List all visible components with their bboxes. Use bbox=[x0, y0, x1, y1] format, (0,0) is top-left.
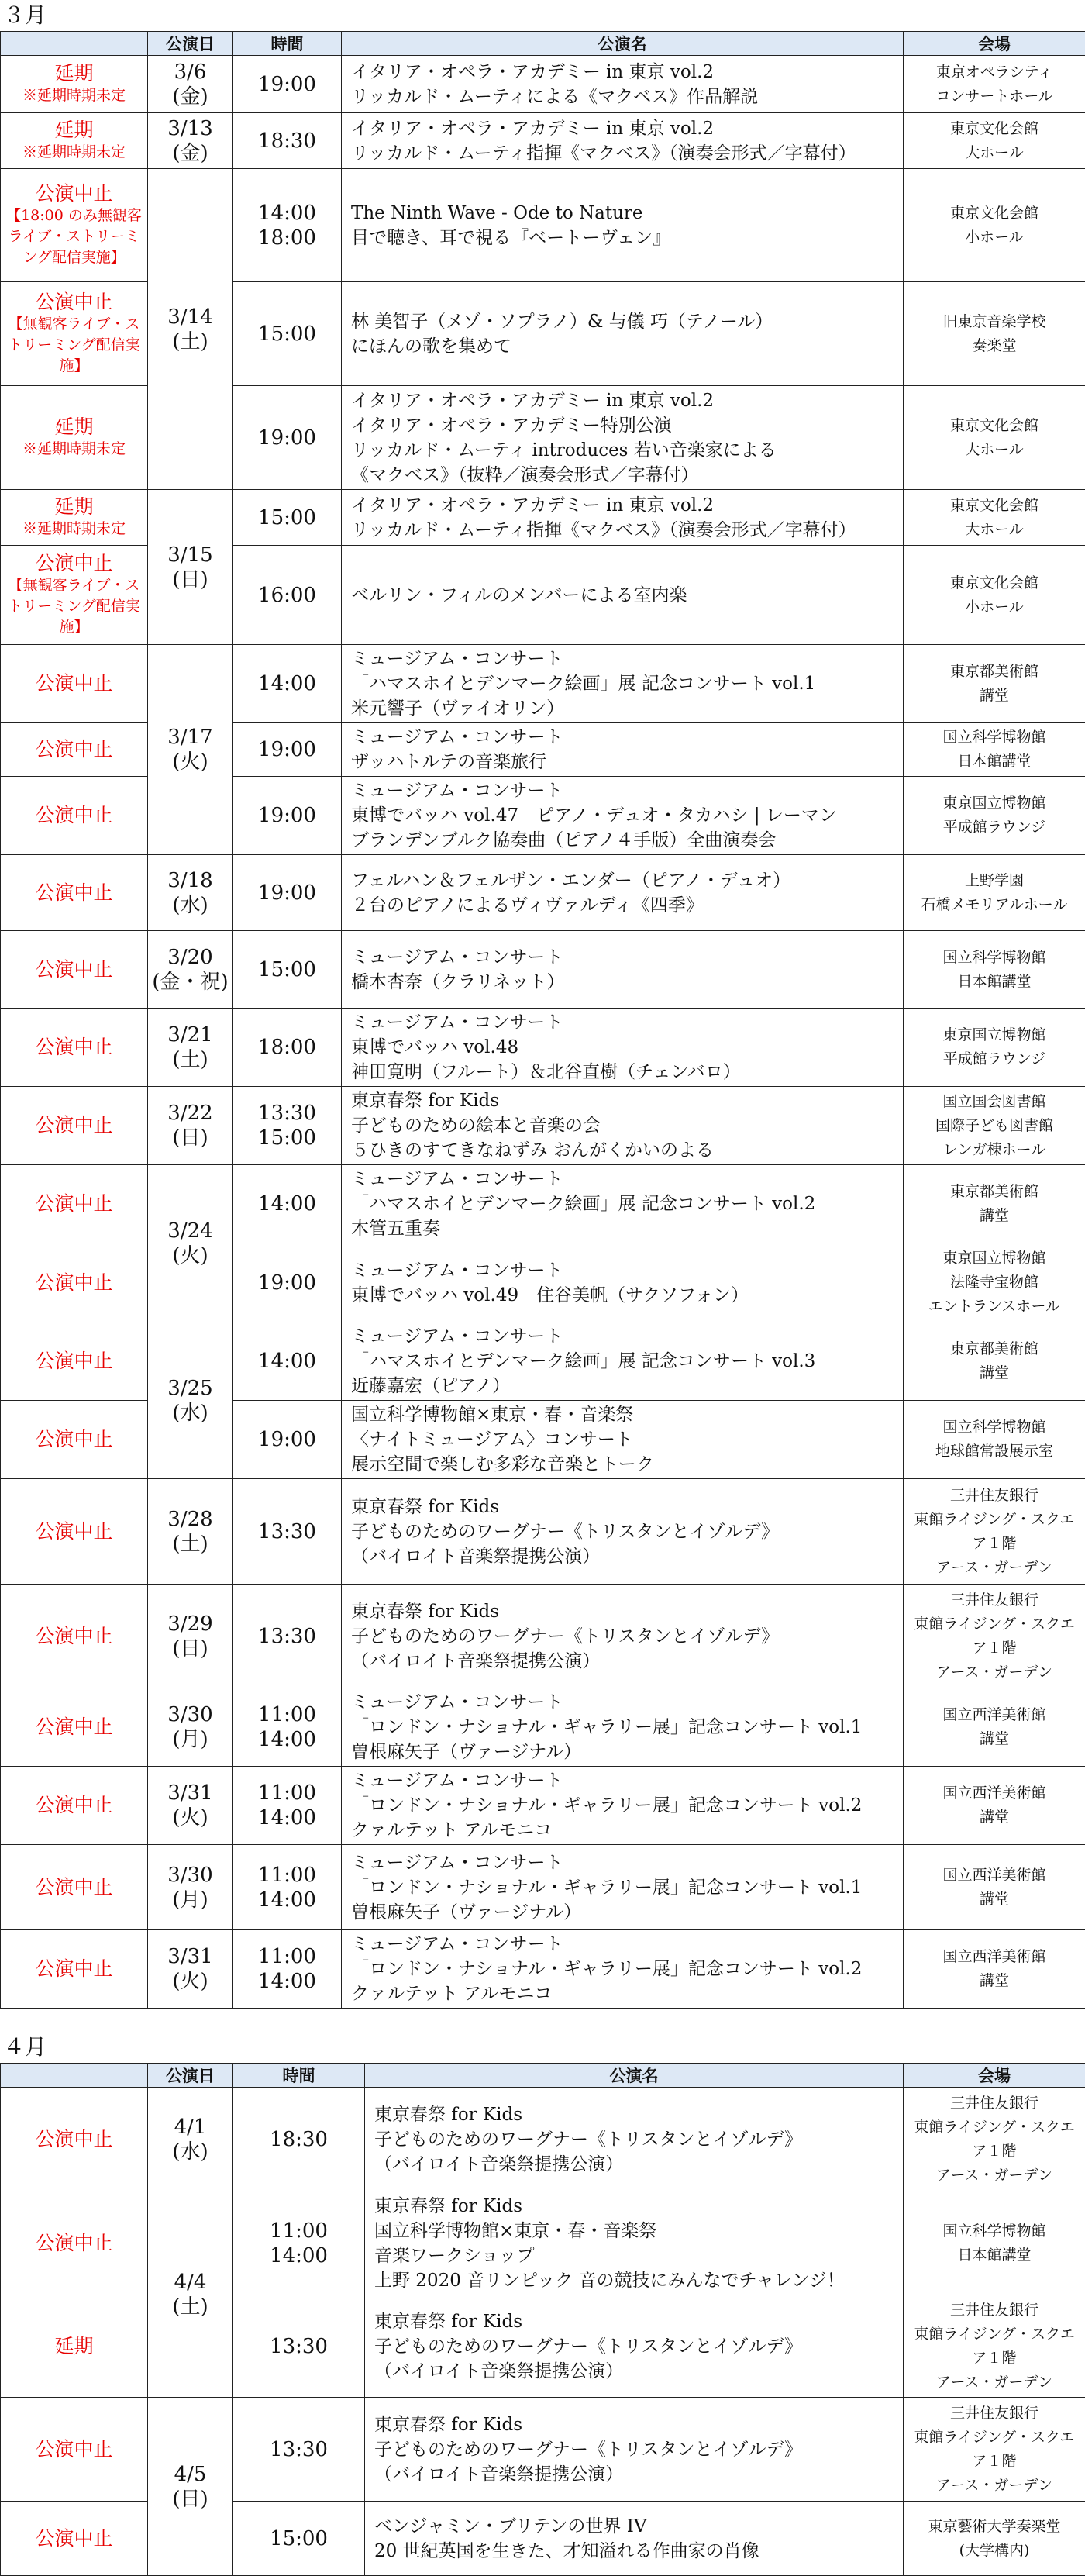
schedule-row bbox=[1, 2088, 1085, 2191]
status-label: 公演中止 bbox=[35, 1876, 112, 1898]
schedule-row bbox=[1, 1930, 1085, 2009]
time-cell: 11:00 14:00 bbox=[233, 1930, 342, 2009]
time-cell: 13:30 bbox=[233, 1585, 342, 1688]
status-cell bbox=[1, 2502, 148, 2576]
venue-cell: 東京文化会館 大ホール bbox=[904, 113, 1085, 169]
time-cell: 19:00 bbox=[233, 1401, 342, 1479]
venue-cell: 国立西洋美術館 講堂 bbox=[904, 1930, 1085, 2009]
status-label: 公演中止 bbox=[35, 1428, 112, 1450]
status-label: 公演中止 bbox=[35, 1716, 112, 1738]
title-cell: ミュージアム・コンサート 橋本杏奈（クラリネット） bbox=[342, 931, 904, 1009]
status-cell bbox=[1, 1930, 148, 2009]
title-cell: イタリア・オペラ・アカデミー in 東京 vol.2 リッカルド・ムーティ指揮《マクベス》（演奏会形式／字幕付） bbox=[342, 113, 904, 169]
status-cell bbox=[1, 1688, 148, 1767]
status-note: 【無観客ライブ・ストリーミング配信実施】 bbox=[4, 314, 144, 377]
status-cell bbox=[1, 2191, 148, 2295]
status-cell bbox=[1, 2088, 148, 2191]
status-label: 公演中止 bbox=[35, 2527, 112, 2550]
time-cell: 13:30 15:00 bbox=[233, 1087, 342, 1165]
status-label: 公演中止 bbox=[35, 804, 112, 826]
status-cell bbox=[1, 169, 148, 282]
schedule-row bbox=[1, 1767, 1085, 1845]
time-cell: 14:00 bbox=[233, 1322, 342, 1401]
venue-cell: 三井住友銀行 東館ライジング・スクエア１階 アース・ガーデン bbox=[904, 2088, 1085, 2191]
title-cell: ベンジャミン・ブリテンの世界 IV 20 世紀英国を生きた、才知溢れる作曲家の肖像 bbox=[365, 2502, 904, 2576]
status-cell bbox=[1, 1009, 148, 1087]
date-cell: 4/5 (日) bbox=[148, 2398, 233, 2576]
venue-cell: 東京文化会館 大ホール bbox=[904, 386, 1085, 490]
schedule-row bbox=[1, 1165, 1085, 1243]
april-heading: ４月 bbox=[0, 2032, 1085, 2063]
title-cell: 東京春祭 for Kids 子どものためのワーグナー《トリスタンとイゾルデ》 （バイロイト音楽祭提携公演） bbox=[365, 2088, 904, 2191]
title-cell: ミュージアム・コンサート 「ハマスホイとデンマーク絵画」展 記念コンサート vol.2 木管五重奏 bbox=[342, 1165, 904, 1243]
status-label: 公演中止 bbox=[35, 1957, 112, 1980]
schedule-row bbox=[1, 2398, 1085, 2502]
status-label: 公演中止 bbox=[35, 2128, 112, 2150]
title-cell: ミュージアム・コンサート ザッハトルテの音楽旅行 bbox=[342, 723, 904, 777]
venue-cell: 東京国立博物館 平成館ラウンジ bbox=[904, 1009, 1085, 1087]
status-label: 公演中止 bbox=[35, 958, 112, 981]
status-cell bbox=[1, 1243, 148, 1322]
schedule-row bbox=[1, 931, 1085, 1009]
status-label: 公演中止 bbox=[35, 738, 112, 760]
time-cell: 13:30 bbox=[233, 1479, 342, 1585]
time-cell: 11:00 14:00 bbox=[233, 1767, 342, 1845]
time-cell: 19:00 bbox=[233, 855, 342, 931]
title-cell: 国立科学博物館×東京・春・音楽祭 〈ナイトミュージアム〉コンサート 展示空間で楽しむ多彩な音楽とトーク bbox=[342, 1401, 904, 1479]
time-header: 時間 bbox=[233, 32, 342, 56]
title-header: 公演名 bbox=[365, 2064, 904, 2088]
venue-cell: 三井住友銀行 東館ライジング・スクエア１階 アース・ガーデン bbox=[904, 2398, 1085, 2502]
march-heading: ３月 bbox=[0, 0, 1085, 31]
status-cell bbox=[1, 723, 148, 777]
status-note: 【18:00 のみ無観客ライブ・ストリーミング配信実施】 bbox=[4, 205, 144, 268]
march-schedule-table bbox=[0, 31, 1085, 2009]
date-cell: 4/1 (水) bbox=[148, 2088, 233, 2191]
title-cell: 東京春祭 for Kids 子どものための絵本と音楽の会 ５ひきのすてきなねずみ おんがくかいのよる bbox=[342, 1087, 904, 1165]
status-label: 公演中止 bbox=[35, 2232, 112, 2254]
status-label: 延期 bbox=[54, 2335, 93, 2357]
venue-cell: 三井住友銀行 東館ライジング・スクエア１階 アース・ガーデン bbox=[904, 2295, 1085, 2398]
venue-cell: 上野学園 石橋メモリアルホール bbox=[904, 855, 1085, 931]
status-cell bbox=[1, 113, 148, 169]
status-cell bbox=[1, 1479, 148, 1585]
status-label: 延期 bbox=[54, 416, 93, 438]
venue-cell: 国立科学博物館 日本館講堂 bbox=[904, 723, 1085, 777]
venue-cell: 東京オペラシティ コンサートホール bbox=[904, 56, 1085, 113]
status-label: 公演中止 bbox=[35, 1114, 112, 1136]
time-cell: 19:00 bbox=[233, 723, 342, 777]
schedule-row bbox=[1, 56, 1085, 113]
status-cell bbox=[1, 546, 148, 645]
status-cell bbox=[1, 490, 148, 546]
march-header-row bbox=[1, 32, 1085, 56]
title-cell: ベルリン・フィルのメンバーによる室内楽 bbox=[342, 546, 904, 645]
date-cell: 3/31 (火) bbox=[148, 1767, 233, 1845]
status-cell bbox=[1, 1322, 148, 1401]
time-cell: 15:00 bbox=[233, 931, 342, 1009]
status-label: 公演中止 bbox=[35, 552, 112, 574]
venue-cell: 国立西洋美術館 講堂 bbox=[904, 1845, 1085, 1930]
time-cell: 14:00 bbox=[233, 1165, 342, 1243]
title-cell: ミュージアム・コンサート 「ハマスホイとデンマーク絵画」展 記念コンサート vol.3 近藤嘉宏（ピアノ） bbox=[342, 1322, 904, 1401]
april-header-row bbox=[1, 2064, 1085, 2088]
schedule-row bbox=[1, 490, 1085, 546]
status-label: 公演中止 bbox=[35, 1036, 112, 1058]
time-cell: 19:00 bbox=[233, 777, 342, 855]
title-cell: ミュージアム・コンサート 「ロンドン・ナショナル・ギャラリー展」記念コンサート vol.1 曽根麻矢子（ヴァージナル） bbox=[342, 1688, 904, 1767]
schedule-row bbox=[1, 169, 1085, 282]
status-label: 公演中止 bbox=[35, 672, 112, 695]
title-cell: ミュージアム・コンサート 東博でバッハ vol.48 神田寛明（フルート）＆北谷直樹（チェンバロ） bbox=[342, 1009, 904, 1087]
status-label: 公演中止 bbox=[35, 881, 112, 904]
date-cell: 3/29 (日) bbox=[148, 1585, 233, 1688]
venue-cell: 国立科学博物館 日本館講堂 bbox=[904, 931, 1085, 1009]
status-label: 公演中止 bbox=[35, 1794, 112, 1816]
time-cell: 18:00 bbox=[233, 1009, 342, 1087]
venue-cell: 東京都美術館 講堂 bbox=[904, 1165, 1085, 1243]
schedule-row bbox=[1, 1585, 1085, 1688]
status-note: ※延期時期未定 bbox=[4, 439, 144, 460]
status-label: 延期 bbox=[54, 495, 93, 518]
status-cell bbox=[1, 645, 148, 723]
date-cell: 3/22 (日) bbox=[148, 1087, 233, 1165]
venue-cell: 東京文化会館 小ホール bbox=[904, 546, 1085, 645]
time-cell: 13:30 bbox=[233, 2398, 365, 2502]
venue-cell: 三井住友銀行 東館ライジング・スクエア１階 アース・ガーデン bbox=[904, 1585, 1085, 1688]
title-cell: 東京春祭 for Kids 子どものためのワーグナー《トリスタンとイゾルデ》 （バイロイト音楽祭提携公演） bbox=[365, 2295, 904, 2398]
date-cell: 3/30 (月) bbox=[148, 1688, 233, 1767]
april-schedule-table bbox=[0, 2063, 1085, 2576]
date-cell: 3/17 (火) bbox=[148, 645, 233, 855]
venue-cell: 国立科学博物館 日本館講堂 bbox=[904, 2191, 1085, 2295]
time-cell: 19:00 bbox=[233, 56, 342, 113]
venue-cell: 東京文化会館 小ホール bbox=[904, 169, 1085, 282]
time-cell: 14:00 18:00 bbox=[233, 169, 342, 282]
title-cell: イタリア・オペラ・アカデミー in 東京 vol.2 リッカルド・ムーティによる《マクベス》作品解説 bbox=[342, 56, 904, 113]
status-note: ※延期時期未定 bbox=[4, 142, 144, 163]
venue-cell: 東京都美術館 講堂 bbox=[904, 645, 1085, 723]
status-cell bbox=[1, 1401, 148, 1479]
venue-cell: 旧東京音楽学校 奏楽堂 bbox=[904, 282, 1085, 386]
title-cell: ミュージアム・コンサート 東博でバッハ vol.47 ピアノ・デュオ・タカハシ | レーマン ブランデンブルク協奏曲（ピアノ４手版）全曲演奏会 bbox=[342, 777, 904, 855]
status-label: 公演中止 bbox=[35, 1625, 112, 1647]
status-cell bbox=[1, 1087, 148, 1165]
status-label: 公演中止 bbox=[35, 182, 112, 205]
venue-cell: 国立西洋美術館 講堂 bbox=[904, 1688, 1085, 1767]
schedule-row bbox=[1, 1688, 1085, 1767]
status-cell bbox=[1, 777, 148, 855]
date-cell: 3/21 (土) bbox=[148, 1009, 233, 1087]
date-cell: 3/20 (金・祝) bbox=[148, 931, 233, 1009]
status-cell bbox=[1, 931, 148, 1009]
schedule-row bbox=[1, 113, 1085, 169]
schedule-row bbox=[1, 1845, 1085, 1930]
date-cell: 3/18 (水) bbox=[148, 855, 233, 931]
schedule-row bbox=[1, 645, 1085, 723]
time-cell: 14:00 bbox=[233, 645, 342, 723]
schedule-row bbox=[1, 1087, 1085, 1165]
venue-cell: 国立国会図書館 国際子ども図書館 レンガ棟ホール bbox=[904, 1087, 1085, 1165]
title-cell: ミュージアム・コンサート 東博でバッハ vol.49 住谷美帆（サクソフォン） bbox=[342, 1243, 904, 1322]
date-cell: 3/15 (日) bbox=[148, 490, 233, 645]
status-cell bbox=[1, 386, 148, 490]
status-label: 公演中止 bbox=[35, 1350, 112, 1372]
date-cell: 3/28 (土) bbox=[148, 1479, 233, 1585]
title-cell: The Ninth Wave - Ode to Nature 目で聴き、耳で視る『ベートーヴェン』 bbox=[342, 169, 904, 282]
time-cell: 19:00 bbox=[233, 1243, 342, 1322]
venue-header: 会場 bbox=[904, 32, 1085, 56]
time-cell: 13:30 bbox=[233, 2295, 365, 2398]
status-label: 公演中止 bbox=[35, 1520, 112, 1543]
venue-cell: 東京国立博物館 平成館ラウンジ bbox=[904, 777, 1085, 855]
status-header bbox=[1, 32, 148, 56]
title-cell: ミュージアム・コンサート 「ロンドン・ナショナル・ギャラリー展」記念コンサート vol.1 曽根麻矢子（ヴァージナル） bbox=[342, 1845, 904, 1930]
status-note: 【無観客ライブ・ストリーミング配信実施】 bbox=[4, 575, 144, 638]
status-cell bbox=[1, 1845, 148, 1930]
time-header: 時間 bbox=[233, 2064, 365, 2088]
status-cell bbox=[1, 1585, 148, 1688]
title-cell: 東京春祭 for Kids 国立科学博物館×東京・春・音楽祭 音楽ワークショップ 上野 2020 音リンピック 音の競技にみんなでチャレンジ！ bbox=[365, 2191, 904, 2295]
status-cell bbox=[1, 2295, 148, 2398]
title-cell: ミュージアム・コンサート 「ロンドン・ナショナル・ギャラリー展」記念コンサート vol.2 クァルテット アルモニコ bbox=[342, 1930, 904, 2009]
schedule-row bbox=[1, 855, 1085, 931]
status-note: ※延期時期未定 bbox=[4, 85, 144, 106]
time-cell: 15:00 bbox=[233, 2502, 365, 2576]
time-cell: 11:00 14:00 bbox=[233, 2191, 365, 2295]
status-label: 延期 bbox=[54, 119, 93, 141]
venue-cell: 東京国立博物館 法隆寺宝物館 エントランスホール bbox=[904, 1243, 1085, 1322]
title-cell: 林 美智子（メゾ・ソプラノ）& 与儀 巧（テノール） にほんの歌を集めて bbox=[342, 282, 904, 386]
title-cell: イタリア・オペラ・アカデミー in 東京 vol.2 リッカルド・ムーティ指揮《マクベス》（演奏会形式／字幕付） bbox=[342, 490, 904, 546]
status-cell bbox=[1, 2398, 148, 2502]
time-cell: 18:30 bbox=[233, 2088, 365, 2191]
time-cell: 15:00 bbox=[233, 282, 342, 386]
status-label: 公演中止 bbox=[35, 2438, 112, 2460]
date-cell: 4/4 (土) bbox=[148, 2191, 233, 2398]
status-header bbox=[1, 2064, 148, 2088]
date-cell: 3/14 (土) bbox=[148, 169, 233, 490]
venue-cell: 国立科学博物館 地球館常設展示室 bbox=[904, 1401, 1085, 1479]
date-cell: 3/30 (月) bbox=[148, 1845, 233, 1930]
date-header: 公演日 bbox=[148, 32, 233, 56]
time-cell: 18:30 bbox=[233, 113, 342, 169]
schedule-row bbox=[1, 1009, 1085, 1087]
status-cell bbox=[1, 282, 148, 386]
title-cell: フェルハン＆フェルザン・エンダー（ピアノ・デュオ） ２台のピアノによるヴィヴァルディ《四季》 bbox=[342, 855, 904, 931]
title-cell: ミュージアム・コンサート 「ハマスホイとデンマーク絵画」展 記念コンサート vol.1 米元響子（ヴァイオリン） bbox=[342, 645, 904, 723]
time-cell: 11:00 14:00 bbox=[233, 1688, 342, 1767]
schedule-row bbox=[1, 1322, 1085, 1401]
venue-header: 会場 bbox=[904, 2064, 1085, 2088]
time-cell: 15:00 bbox=[233, 490, 342, 546]
status-label: 公演中止 bbox=[35, 1192, 112, 1215]
title-cell: ミュージアム・コンサート 「ロンドン・ナショナル・ギャラリー展」記念コンサート vol.2 クァルテット アルモニコ bbox=[342, 1767, 904, 1845]
status-note: ※延期時期未定 bbox=[4, 519, 144, 540]
status-cell bbox=[1, 1767, 148, 1845]
title-header: 公演名 bbox=[342, 32, 904, 56]
venue-cell: 国立西洋美術館 講堂 bbox=[904, 1767, 1085, 1845]
time-cell: 11:00 14:00 bbox=[233, 1845, 342, 1930]
schedule-row bbox=[1, 1479, 1085, 1585]
title-cell: イタリア・オペラ・アカデミー in 東京 vol.2 イタリア・オペラ・アカデミー特別公演 リッカルド・ムーティ introduces 若い音楽家による 《マクベス》（抜粋／演奏会形式／字幕付） bbox=[342, 386, 904, 490]
status-label: 延期 bbox=[54, 62, 93, 84]
section-gap bbox=[0, 2009, 1085, 2032]
venue-cell: 東京都美術館 講堂 bbox=[904, 1322, 1085, 1401]
venue-cell: 東京藝術大学奏楽堂 (大学構内) bbox=[904, 2502, 1085, 2576]
date-cell: 3/6 (金) bbox=[148, 56, 233, 113]
date-header: 公演日 bbox=[148, 2064, 233, 2088]
time-cell: 19:00 bbox=[233, 386, 342, 490]
venue-cell: 東京文化会館 大ホール bbox=[904, 490, 1085, 546]
title-cell: 東京春祭 for Kids 子どものためのワーグナー《トリスタンとイゾルデ》 （バイロイト音楽祭提携公演） bbox=[365, 2398, 904, 2502]
date-cell: 3/24 (火) bbox=[148, 1165, 233, 1322]
date-cell: 3/25 (水) bbox=[148, 1322, 233, 1479]
status-cell bbox=[1, 1165, 148, 1243]
venue-cell: 三井住友銀行 東館ライジング・スクエア１階 アース・ガーデン bbox=[904, 1479, 1085, 1585]
status-cell bbox=[1, 56, 148, 113]
date-cell: 3/13 (金) bbox=[148, 113, 233, 169]
schedule-row bbox=[1, 2191, 1085, 2295]
time-cell: 16:00 bbox=[233, 546, 342, 645]
date-cell: 3/31 (火) bbox=[148, 1930, 233, 2009]
status-label: 公演中止 bbox=[35, 291, 112, 313]
status-label: 公演中止 bbox=[35, 1271, 112, 1294]
title-cell: 東京春祭 for Kids 子どものためのワーグナー《トリスタンとイゾルデ》 （バイロイト音楽祭提携公演） bbox=[342, 1585, 904, 1688]
title-cell: 東京春祭 for Kids 子どものためのワーグナー《トリスタンとイゾルデ》 （バイロイト音楽祭提携公演） bbox=[342, 1479, 904, 1585]
status-cell bbox=[1, 855, 148, 931]
